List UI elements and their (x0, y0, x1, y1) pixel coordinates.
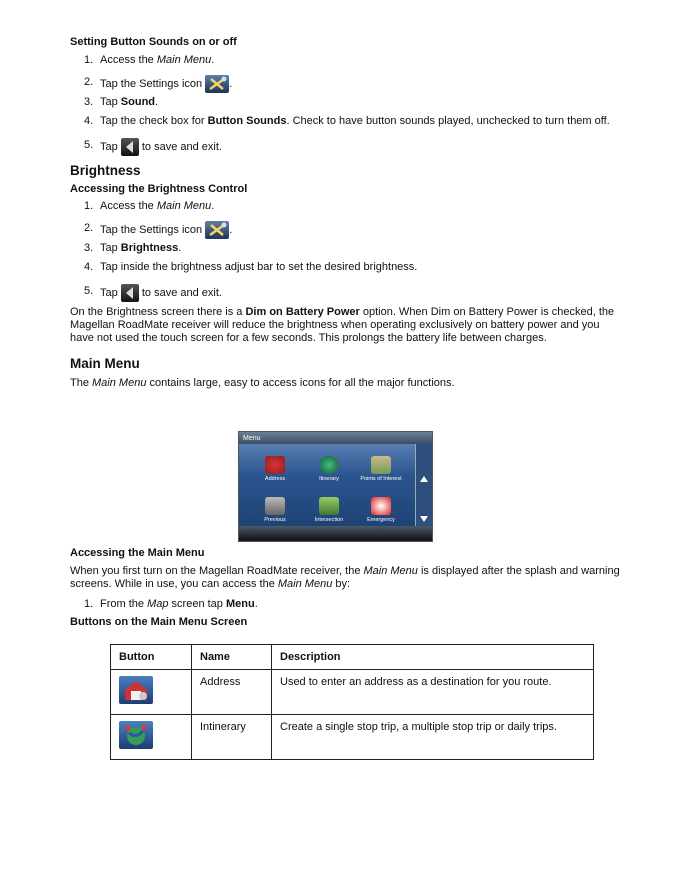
list-item: 5. Tap to save and exit. (70, 284, 625, 302)
accessing-main-menu-paragraph: When you first turn on the Magellan RoadMate receiver, the Main Menu is displayed after the splash and warning screens. While in use, you can access the Main Menu by: (70, 565, 620, 590)
section-heading-buttons-main-menu: Buttons on the Main Menu Screen (70, 616, 248, 628)
table-cell-description: Create a single stop trip, a multiple stop trip or daily trips. (272, 715, 594, 760)
section-heading-accessing-main-menu: Accessing the Main Menu (70, 547, 205, 559)
list-item: 2. Tap the Settings icon . (70, 221, 625, 239)
screenshot-emergency-item: Emergency (357, 497, 405, 523)
screenshot-address-item: Address (251, 456, 299, 482)
back-arrow-icon (121, 284, 139, 302)
button-sounds-steps (70, 53, 625, 156)
settings-icon (205, 221, 229, 239)
list-item: 3. Tap Sound. (84, 96, 159, 108)
table-cell-icon (111, 670, 192, 715)
back-arrow-icon (121, 138, 139, 156)
itinerary-globe-icon (119, 721, 153, 749)
list-item: 2. Tap the Settings icon . (70, 75, 625, 93)
table-cell-name: Address (192, 670, 272, 715)
table-row (111, 715, 594, 760)
screenshot-title-bar (239, 432, 432, 444)
address-house-icon (119, 676, 153, 704)
table-cell-icon (111, 715, 192, 760)
accessing-main-menu-section (70, 547, 625, 628)
section-heading-button-sounds: Setting Button Sounds on or off (70, 36, 237, 48)
screenshot-poi-item: Points of Interest (357, 456, 405, 482)
list-item: 5. Tap to save and exit. (70, 138, 625, 156)
table-header-row (111, 645, 594, 670)
document-page (70, 36, 625, 390)
screenshot-intersection-item: Intersection (305, 497, 353, 523)
list-item: 3. Tap Brightness. (84, 242, 182, 254)
brightness-paragraph: On the Brightness screen there is a Dim on Battery Power option. When Dim on Battery Power is checked, the Magellan RoadMate receiver will reduce the brightness when operating exclusively on battery power and you have not used the touch screen for a few seconds. This prolongs the battery life between charges. (70, 306, 615, 344)
table-row (111, 670, 594, 715)
settings-icon (205, 75, 229, 93)
screenshot-scroll-bar (415, 444, 432, 529)
main-menu-intro: The Main Menu contains large, easy to access icons for all the major functions. (70, 377, 455, 389)
column-header-button: Button (111, 645, 192, 670)
section-heading-brightness-control: Accessing the Brightness Control (70, 183, 248, 195)
accessing-main-menu-steps (70, 597, 625, 611)
list-item: 1. From the Map screen tap Menu. (84, 598, 258, 610)
table-cell-description: Used to enter an address as a destination for you route. (272, 670, 594, 715)
screenshot-bottom-bar (239, 526, 432, 541)
column-header-description: Description (272, 645, 594, 670)
section-title-brightness: Brightness (70, 163, 141, 178)
table-cell-name: Intinerary (192, 715, 272, 760)
screenshot-title: Menu (243, 435, 261, 442)
list-item: 4. Tap the check box for Button Sounds. Check to have button sounds played, unchecked to turn them off. (84, 115, 610, 127)
list-item: 1. Access the Main Menu. (84, 54, 215, 66)
list-item: 4. Tap inside the brightness adjust bar to set the desired brightness. (84, 261, 418, 273)
main-menu-screenshot (238, 431, 433, 542)
column-header-name: Name (192, 645, 272, 670)
screenshot-previous-item: Previous (251, 497, 299, 523)
list-item: 1. Access the Main Menu. (84, 200, 215, 212)
screenshot-itinerary-item: Itinerary (305, 456, 353, 482)
section-title-main-menu: Main Menu (70, 356, 140, 371)
brightness-steps (70, 199, 625, 302)
buttons-table (110, 644, 594, 760)
